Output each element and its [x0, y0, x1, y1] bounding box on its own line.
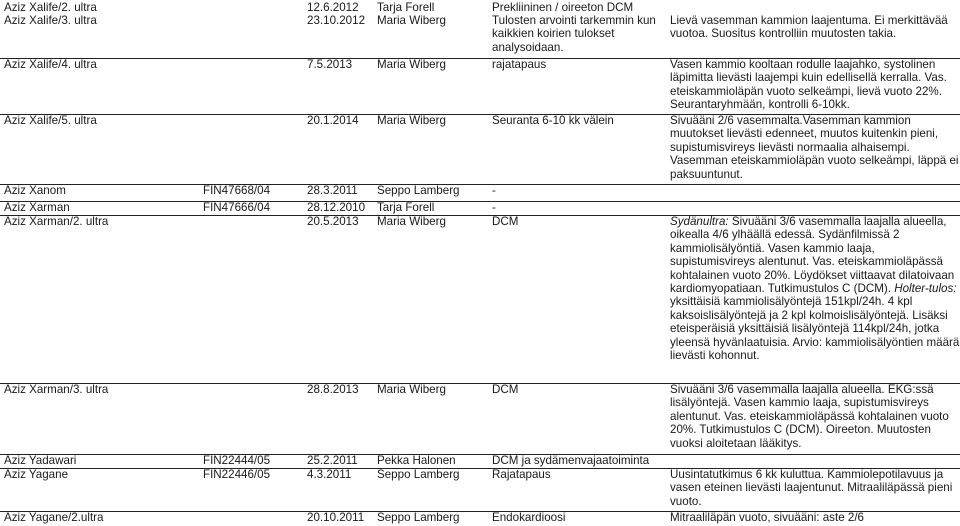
notes-line: yksittäisiä kammiolisälyöntejä 151kpl/24h. 4 kpl: [670, 295, 913, 309]
examiner-cell: Maria Wiberg: [377, 114, 446, 127]
result-line: Seuranta 6-10 kk välein: [492, 114, 614, 127]
result-line: DCM: [492, 383, 519, 396]
exam-date-cell: 7.5.2013: [307, 58, 353, 71]
notes-line: kammiolisälyöntiä. Vasen kammio laaja,: [670, 241, 875, 255]
notes-line: vuoto.: [670, 494, 702, 508]
result-cell: [492, 454, 664, 467]
notes-line: Sivuääni 3/6 vasemmalla laajalla alueella. EKG:ssä: [670, 383, 934, 396]
result-line: Endokardioosi: [492, 511, 566, 524]
examiner-cell: Maria Wiberg: [377, 383, 446, 396]
exam-date-cell: 20.5.2013: [307, 215, 359, 228]
dog-name-cell: Aziz Xalife/2. ultra: [4, 1, 97, 14]
notes-line: läpimitta lievästi laajempi kuin edellisellä kerralla. Vas.: [670, 71, 947, 85]
notes-line: 20%. Tutkimustulos C (DCM). Oireeton. Muutosten: [670, 423, 931, 437]
dog-name-cell: Aziz Yagane/2.ultra: [4, 511, 104, 524]
result-line: -: [492, 184, 496, 197]
notes-line: lievästi kohonnut.: [670, 349, 760, 363]
table-row: [0, 511, 960, 526]
exam-date-cell: 20.1.2014: [307, 114, 359, 127]
result-cell: [492, 14, 664, 54]
notes-line: oikealla 4/6 ylhäällä edessä. Sydänfilmissä 2: [670, 228, 900, 242]
notes-line: Sivuääni 2/6 vasemmalta.Vasemman kammion: [670, 114, 911, 127]
notes-cell: [670, 511, 958, 524]
result-cell: [492, 468, 664, 481]
result-cell: [492, 58, 664, 71]
notes-line: alentunut. Vas. eteiskammioläpässä kohtalainen vuoto: [670, 409, 949, 423]
result-line: analysoidaan.: [492, 40, 564, 54]
result-line: Tulosten arvointi tarkemmin kun: [492, 14, 656, 27]
notes-cell: [670, 468, 958, 508]
table-row: [0, 1, 960, 14]
notes-line: vasen eteinen lievästi laajentunut. Mitraaliläpässä pieni: [670, 481, 953, 495]
table-row: [0, 14, 960, 59]
table-row: [0, 383, 960, 455]
notes-line: Vasemman eteiskammioläpän vuoto selkeämpi, läppä ei: [670, 154, 959, 168]
examiner-cell: Maria Wiberg: [377, 215, 446, 228]
table-row: [0, 454, 960, 469]
examiner-cell: Seppo Lamberg: [377, 468, 460, 481]
notes-line: supistumisvireys lievästi normaalia alhaisempi.: [670, 140, 910, 154]
notes-line: supistumisvireys alentunut. Vas. eteiskammioläpässä: [670, 255, 944, 269]
examiner-cell: Pekka Halonen: [377, 454, 456, 467]
dog-name-cell: Aziz Xarman/3. ultra: [4, 383, 109, 396]
notes-cell: [670, 215, 958, 362]
notes-line: paksuuntunut.: [670, 167, 743, 181]
table-row: [0, 114, 960, 185]
notes-line: kohtalainen vuoto 20%. Löydökset viittaavat dilatoivaan: [670, 268, 955, 282]
notes-line: kaksoislisälyöntejä ja 2 kpl kolmoislisälyöntejä. Lisäksi: [670, 308, 948, 322]
result-line: DCM ja sydämenvajaatoiminta: [492, 454, 650, 467]
dog-name-cell: Aziz Yadawari: [4, 454, 77, 467]
notes-cell: [670, 58, 958, 112]
registration-id-cell: FIN22446/05: [203, 468, 271, 481]
notes-line: eteiskammioläpän vuoto selkeämpi, lievä vuoto 22%.: [670, 84, 942, 98]
result-cell: [492, 383, 664, 396]
notes-line: Sydänultra: Sivuääni 3/6 vasemmalla laajalla alueella,: [670, 215, 947, 228]
exam-date-cell: 28.8.2013: [307, 383, 359, 396]
notes-cell: [670, 383, 958, 450]
dog-name-cell: Aziz Xarman: [4, 201, 70, 214]
result-line: Rajatapaus: [492, 468, 551, 481]
registration-id-cell: FIN22444/05: [203, 454, 271, 467]
notes-cell: [670, 114, 958, 181]
registration-id-cell: FIN47666/04: [203, 201, 271, 214]
dog-name-cell: Aziz Yagane: [4, 468, 69, 481]
examiner-cell: Maria Wiberg: [377, 14, 446, 27]
examiner-cell: Tarja Forell: [377, 201, 435, 214]
result-line: DCM: [492, 215, 519, 228]
examiner-cell: Tarja Forell: [377, 1, 435, 14]
result-line: -: [492, 201, 496, 214]
notes-line: Seurantaryhmään, kontrolli 6-10kk.: [670, 98, 850, 112]
table-row: [0, 201, 960, 216]
result-cell: [492, 114, 664, 127]
result-cell: [492, 184, 664, 197]
notes-cell: [670, 14, 958, 41]
exam-date-cell: 12.6.2012: [307, 1, 359, 14]
notes-line: kardiomyopatiaan. Tutkimustulos C (DCM). Holter-tulos:: [670, 282, 957, 296]
notes-line: Lievä vasemman kammion laajentuma. Ei merkittävää: [670, 14, 948, 27]
examiner-cell: Maria Wiberg: [377, 58, 446, 71]
result-line: rajatapaus: [492, 58, 547, 71]
notes-line: muutokset lievästi edenneet, muutos kuitenkin pieni,: [670, 127, 939, 141]
result-cell: [492, 1, 664, 14]
table-row: [0, 215, 960, 384]
registration-id-cell: FIN47668/04: [203, 184, 271, 197]
exam-date-cell: 28.3.2011: [307, 184, 358, 197]
dog-name-cell: Aziz Xalife/4. ultra: [4, 58, 97, 71]
notes-line: lisälyöntejä. Vasen kammio laaja, supistumisvireys: [670, 396, 929, 410]
exam-date-cell: 23.10.2012: [307, 14, 366, 27]
dog-name-cell: Aziz Xalife/3. ultra: [4, 14, 97, 27]
result-cell: [492, 511, 664, 524]
result-line: kaikkien koirien tulokset: [492, 27, 615, 41]
dog-name-cell: Aziz Xanom: [4, 184, 66, 197]
result-cell: [492, 215, 664, 228]
notes-line: Vasen kammio kooltaan rodulle laajahko, systolinen: [670, 58, 936, 71]
notes-line: vuoksi aloitetaan lääkitys.: [670, 436, 802, 450]
notes-line: eteisperäisiä yksittäisiä lisälyöntejä 114kpl/24h, jotka: [670, 322, 940, 336]
result-cell: [492, 201, 664, 214]
result-line: Prekliininen / oireeton DCM: [492, 1, 634, 14]
dog-name-cell: Aziz Xarman/2. ultra: [4, 215, 109, 228]
notes-line: yleensä hyvänlaatuisia. Arvio: kammiolisälyöntien määrä: [670, 335, 960, 349]
table-row: [0, 58, 960, 115]
dog-name-cell: Aziz Xalife/5. ultra: [4, 114, 97, 127]
exam-date-cell: 28.12.2010: [307, 201, 366, 214]
notes-line: vuotoa. Suositus kontrolliin muutosten takia.: [670, 27, 897, 41]
table-row: [0, 468, 960, 512]
table-row: [0, 184, 960, 202]
notes-line: Mitraaliläpän vuoto, sivuääni: aste 2/6: [670, 511, 864, 524]
exam-date-cell: 20.10.2011: [307, 511, 365, 524]
exam-date-cell: 25.2.2011: [307, 454, 358, 467]
examiner-cell: Seppo Lamberg: [377, 511, 460, 524]
notes-line: Uusintatutkimus 6 kk kuluttua. Kammiolepotilavuus ja: [670, 468, 944, 481]
examiner-cell: Seppo Lamberg: [377, 184, 460, 197]
exam-date-cell: 4.3.2011: [307, 468, 352, 481]
